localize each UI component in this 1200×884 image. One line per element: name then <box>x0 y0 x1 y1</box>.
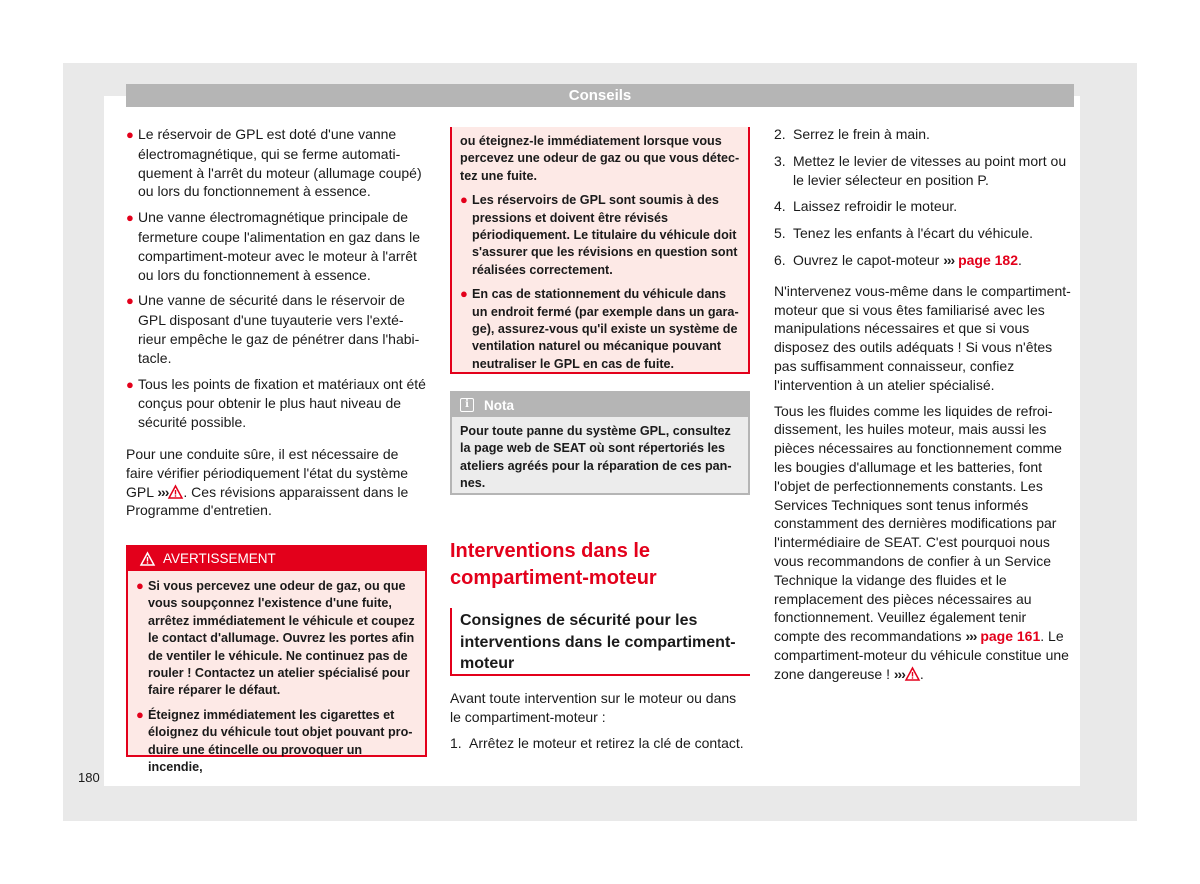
bullet-icon: ● <box>126 210 134 226</box>
bullet-icon: ● <box>126 127 134 142</box>
warning-box <box>126 545 427 775</box>
bullet-icon: ● <box>126 293 134 309</box>
page-reference-link[interactable]: page 161 <box>980 628 1041 645</box>
left-column <box>126 125 426 527</box>
list-item: ● Le réservoir de GPL est doté d'une vanne électromagnétique, qui se ferme automatiquement à l'arrêt du moteur (allumage coupé) ou lors du fonctionnement à essence. <box>126 126 422 200</box>
warning-body <box>128 571 425 776</box>
page-header: Conseils <box>126 84 1074 107</box>
paragraph: Tous les fluides comme les liquides de refroidissement, les huiles moteur, mais aussi les pièces nécessaires au fonctionnement comme les bougies d'allumage et les batteries, font l'objet de perfectionnements constants. Les Services Techniques sont tenus informés constamment des dernières modifications par l'intermédiaire de SEAT. C'est pourquoi nous vous recommandons de confier à un Service Technique la vidange des fluides et le remplacement des pièces nécessaires au fonctionnement. Veuillez également tenir compte des recommandations ››› page 161. Le compartiment-moteur du véhicule constitue une zone dangereuse ! ››› . <box>774 402 1069 682</box>
warning-triangle-icon <box>140 552 155 566</box>
page-number: 180 <box>78 770 100 785</box>
warning-triangle-icon[interactable] <box>168 485 183 499</box>
warning-item: ● Si vous percevez une odeur de gaz, ou que vous soupçonnez l'existence d'une fuite, arrêtez immédiatement le véhicule et coupez le contact d'allumage. Ouvrez les portes afin de ventiler le véhicule. Ne continuez pas de rouler ! Contactez un atelier spécialisé pour faire réparer le défaut. <box>136 578 415 698</box>
note-title: Nota <box>484 397 514 413</box>
step-item: 4. Laissez refroidir le moteur. <box>774 198 958 215</box>
reference-arrows[interactable]: ››› <box>157 483 169 500</box>
warning-item: ● En cas de stationnement du véhicule dans un endroit fermé (par exemple dans un garage), assurez-vous qu'il existe un système de ventilation naturel ou mécanique pouvant neutraliser le GPL en cas de fuite. <box>460 286 739 371</box>
list-item: ● Une vanne électromagnétique principale de fermeture coupe l'alimentation en gaz dans le compartiment-moteur avec le moteur à l'arrêt ou lors du fonctionnement à essence. <box>126 209 421 283</box>
note-body: Pour toute panne du système GPL, consultez la page web de SEAT où sont répertoriés les ateliers agréés pour la réparation de ces pannes. <box>460 424 732 491</box>
step-item: 3. Mettez le levier de vitesses au point mort ou le levier sélecteur en position P. <box>774 152 1067 188</box>
middle-column-text <box>450 689 750 752</box>
warning-triangle-icon[interactable] <box>905 667 920 681</box>
step-item: 5. Tenez les enfants à l'écart du véhicule. <box>774 225 1034 242</box>
right-column <box>774 125 1074 691</box>
warning-title: AVERTISSEMENT <box>163 551 276 566</box>
paragraph: Pour une conduite sûre, il est nécessaire de faire vérifier périodiquement l'état du système GPL ››› . Ces révisions apparaissent dans le Programme d'entretien. <box>126 445 409 519</box>
section-title: Interventions dans le compartiment-moteur <box>450 540 657 589</box>
info-icon: i <box>460 398 474 412</box>
intro-text: Avant toute intervention sur le moteur ou dans le compartiment-moteur : <box>450 690 737 725</box>
note-box <box>450 391 750 495</box>
warning-box-continued <box>450 127 750 374</box>
warning-item: ● Les réservoirs de GPL sont soumis à des pressions et doivent être révisés périodiquement. Le titulaire du véhicule doit s'assurer que les révisions en question sont réalisées correctement. <box>460 192 738 277</box>
step-item: 1. Arrêtez le moteur et retirez la clé de contact. <box>450 734 744 751</box>
subsection-title: Consignes de sécurité pour les interventions dans le compartimentmoteur <box>450 608 750 676</box>
reference-arrows[interactable]: ››› <box>943 251 955 268</box>
reference-arrows[interactable]: ››› <box>965 628 977 645</box>
warning-header <box>128 547 425 571</box>
paragraph: N'intervenez vous-même dans le compartiment-moteur que si vous êtes familiarisé avec les manipulations nécessaires et que si vous disposez des outils adéquats ! Si vous n'êtes pas suffisamment connaisseur, confiez l'intervention à un atelier spécialisé. <box>774 282 1071 393</box>
list-item: ● Une vanne de sécurité dans le réservoir de GPL disposant d'une tuyauterie vers l'extérieur empêche le gaz de pénétrer dans l'habitacle. <box>126 292 420 366</box>
page-reference-link[interactable]: page 182 <box>958 251 1019 268</box>
bullet-icon: ● <box>460 192 468 208</box>
warning-item: ● Éteignez immédiatement les cigarettes et éloignez du véhicule tout objet pouvant produire une étincelle ou provoquer un incendie, <box>136 706 413 775</box>
bullet-icon: ● <box>460 286 468 302</box>
bullet-icon: ● <box>136 706 144 722</box>
reference-arrows[interactable]: ››› <box>893 665 905 682</box>
warning-continued-text: ou éteignez-le immédiatement lorsque vous percevez une odeur de gaz ou que vous détectez une fuite. <box>460 134 740 183</box>
step-item: 6. Ouvrez le capot-moteur ››› page 182. <box>774 251 1022 268</box>
note-header <box>452 393 748 417</box>
list-item: ● Tous les points de fixation et matériaux ont été conçus pour obtenir le plus haut niveau de sécurité possible. <box>126 375 426 431</box>
bullet-icon: ● <box>136 578 144 593</box>
bullet-icon: ● <box>126 376 134 392</box>
step-item: 2. Serrez le frein à main. <box>774 126 930 142</box>
